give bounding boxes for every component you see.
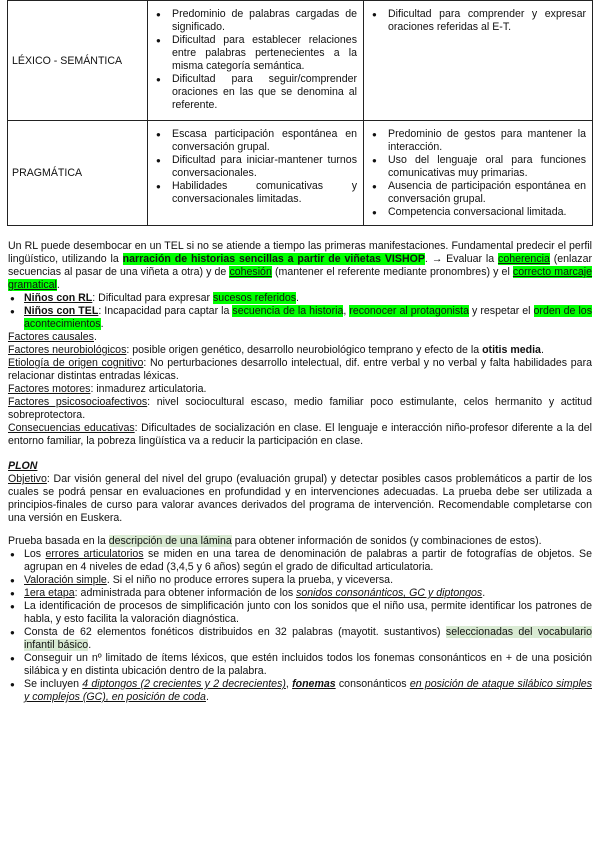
consecuencias: Consecuencias educativas: Dificultades de socialización en clase. El lenguaje e interacción niño-profesor diferente a la del entorno familiar, la pobreza lingüística va a reducir la participación en clase.: [8, 422, 592, 447]
factors-motores: Factores motores: inmadurez articulatoria.: [8, 383, 207, 395]
list-item: ● Dificultad para comprender y expresar oraciones referidas al E-T.: [370, 8, 586, 34]
list-item: ● Dificultad para establecer relaciones entre palabras pertenecientes a la misma categoría semántica.: [154, 34, 357, 73]
list-item: ● Dificultad para iniciar-mantener turnos conversacionales.: [154, 154, 357, 180]
plon-list: [8, 548, 592, 704]
list-item: ● Valoración simple. Si el niño no produce errores supera la prueba, y viceversa.: [8, 574, 592, 587]
list-item: ● Predominio de gestos para mantener la interacción.: [370, 128, 586, 154]
plon-title: PLON: [8, 460, 38, 472]
list-item: ● Niños con RL: Dificultad para expresar sucesos referidos.: [8, 292, 592, 305]
table-row: [8, 1, 593, 121]
list-item: ● 1era etapa: administrada para obtener información de los sonidos consonánticos, GC y diptongos.: [8, 587, 592, 600]
factors-causales: Factores causales.: [8, 331, 97, 343]
row-label: LÉXICO - SEMÁNTICA: [8, 1, 148, 121]
list-item: ● Los errores articulatorios se miden en una tarea de denominación de palabras a partir de fotografías de objetos. Se agrupan en 4 niveles de edad (3,4,5 y 6 años) según el grado de dificultad articulatoria.: [8, 548, 592, 574]
table-cell: [148, 121, 364, 226]
list-item: ● La identificación de procesos de simplificación junto con los sonidos que el niño usa, permite identificar los patrones de habla, y esto facilita la valoración diagnóstica.: [8, 600, 592, 626]
list-item: ● Conseguir un nº limitado de ítems léxicos, que estén incluidos todos los fonemas consonánticos en + de una posición silábica y en distinta ubicación dentro de la palabra.: [8, 652, 592, 678]
table-row: [8, 121, 593, 226]
table-cell: [364, 1, 593, 121]
intro-paragraph: Un RL puede desembocar en un TEL si no se atiende a tiempo las primeras manifestaciones. Fundamental predecir el perfil lingüístico, utilizando la narración de historias sencillas a partir de viñetas VISHOP. → Evaluar la coherencia (enlazar secuencias al pasar de una viñeta a otra) y de cohesión (mantener el referente mediante pronombres) y el correcto marcaje gramatical.: [8, 240, 592, 291]
plon-objetivo: Objetivo: Dar visión general del nivel del grupo (evaluación grupal) y detectar posibles casos problemáticos a partir de los cuales se podrá pensar en evaluaciones en profundidad y en intervenciones adecuadas. La prueba debe ser utilizada a principios-finales de curso para valorar avances derivados del programa de intervención. Recomendable completarse con una versión en Euskera.: [8, 473, 592, 524]
list-item: ● Predominio de palabras cargadas de significado.: [154, 8, 357, 34]
list-item: ● Se incluyen 4 diptongos (2 crecientes y 2 decrecientes), fonemas consonánticos en posición de ataque silábico simples y complejos (GC), en posición de coda.: [8, 678, 592, 704]
list-item: ● Dificultad para seguir/comprender oraciones en las que se denomina al referente.: [154, 73, 357, 112]
list-item: ● Niños con TEL: Incapacidad para captar la secuencia de la historia, reconocer al protagonista y respetar el orden de los acontecimientos.: [8, 305, 592, 331]
list-item: ● Habilidades comunicativas y conversacionales limitadas.: [154, 180, 357, 206]
document-page: [8, 0, 592, 704]
language-profile-table: [7, 0, 593, 226]
row-label: PRAGMÁTICA: [8, 121, 148, 226]
list-item: ● Consta de 62 elementos fonéticos distribuidos en 32 palabras (mayotit. sustantivos) seleccionadas del vocabulario infantil básico.: [8, 626, 592, 652]
rl-tel-list: [8, 292, 592, 331]
factors-neuro: Factores neurobiológicos: posible origen genético, desarrollo neurobiológico temprano y efecto de la otitis media.: [8, 344, 544, 356]
factors-etiologia: Etiología de origen cognitivo: No perturbaciones desarrollo intelectual, dif. entre verbal y no verbal y falta habilidades para relacionar distintas entradas léxicas.: [8, 357, 592, 382]
factors-psico: Factores psicosocioafectivos: nivel sociocultural escaso, medio familiar poco estimulante, celos hermanito y actitud sobreprotectora.: [8, 396, 592, 421]
plon-prueba: Prueba basada en la descripción de una lámina para obtener información de sonidos (y combinaciones de estos).: [8, 535, 542, 547]
table-cell: [364, 121, 593, 226]
notes-body: [8, 240, 592, 704]
list-item: ● Competencia conversacional limitada.: [370, 206, 586, 219]
list-item: ● Ausencia de participación espontánea en conversación grupal.: [370, 180, 586, 206]
list-item: ● Escasa participación espontánea en conversación grupal.: [154, 128, 357, 154]
table-cell: [148, 1, 364, 121]
list-item: ● Uso del lenguaje oral para funciones comunicativas muy primarias.: [370, 154, 586, 180]
